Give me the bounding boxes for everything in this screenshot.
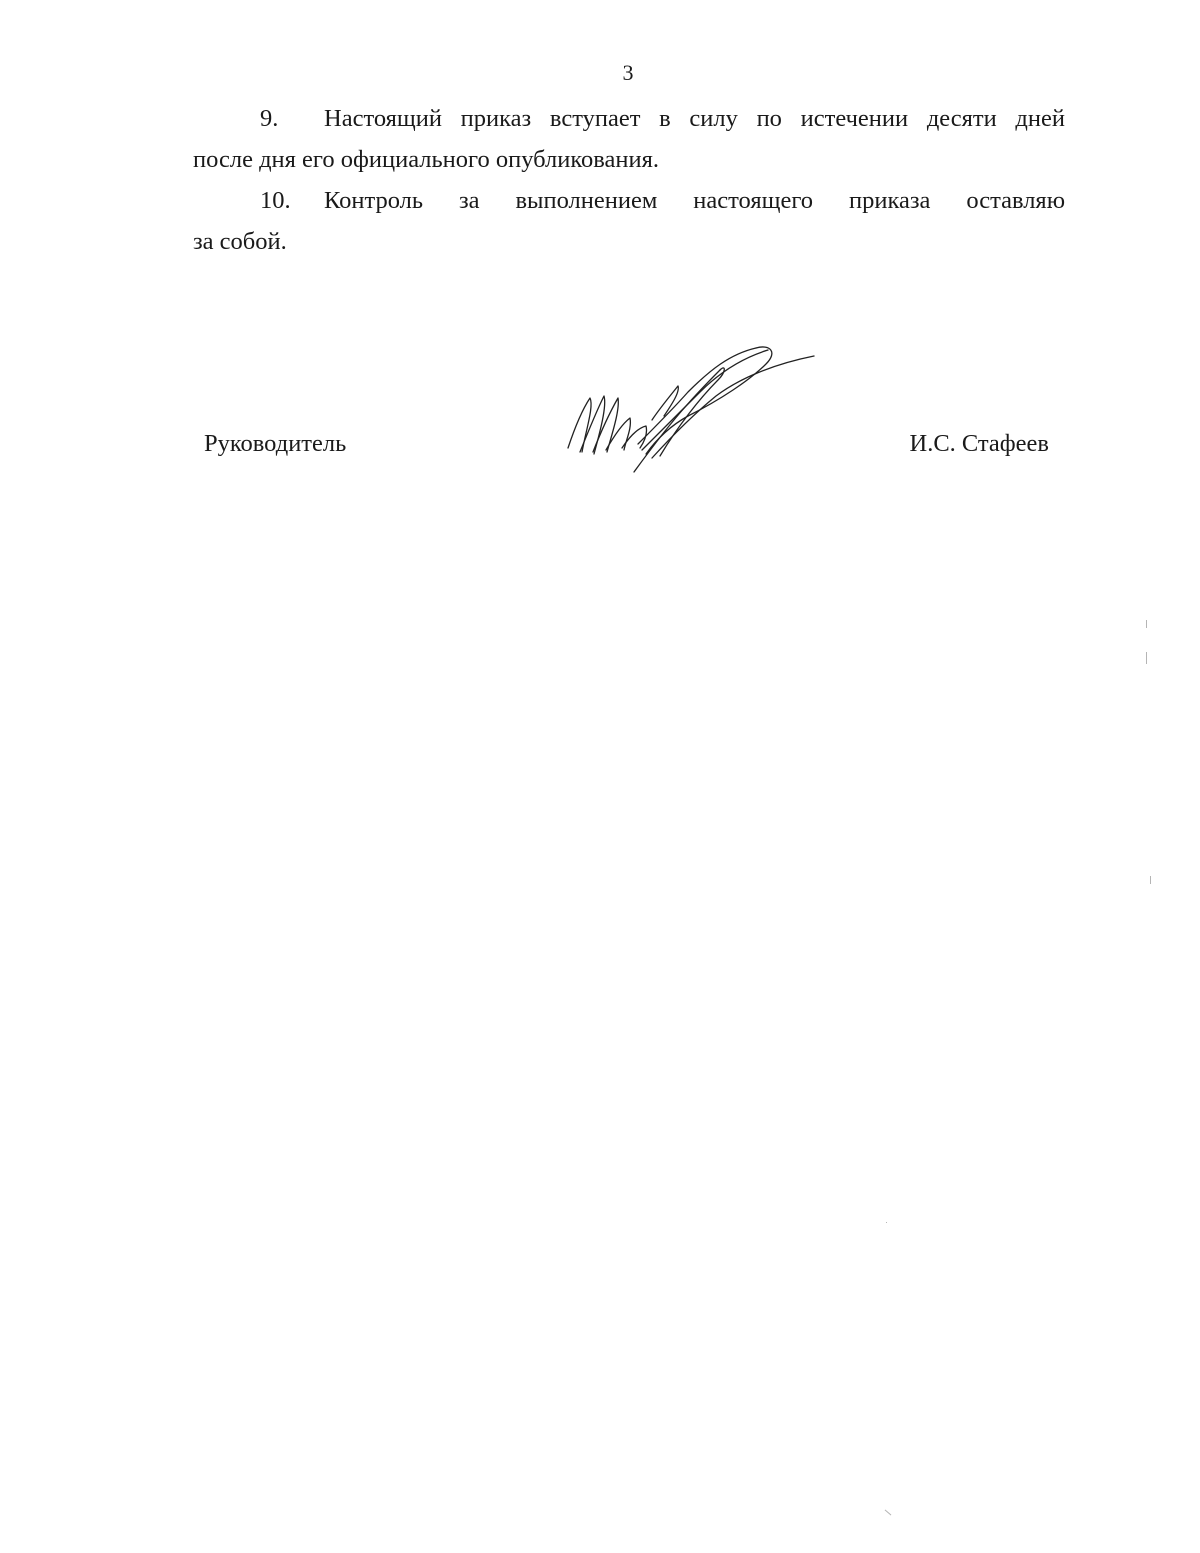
paragraph-10-first-line: [193, 180, 1065, 221]
paragraph-9-number: 9.: [260, 105, 279, 132]
paragraph-10-first-text: Контроль за выполнением настоящего приказа оставляю: [324, 187, 1065, 214]
scan-artifact: [886, 1222, 887, 1223]
scan-artifact: [1150, 876, 1151, 884]
signature-block: [0, 430, 1200, 470]
scan-artifact: [885, 1510, 892, 1516]
scan-artifact: [1146, 652, 1147, 664]
paragraph-10-rest-text: за собой.: [193, 228, 287, 255]
signatory-name: И.С. Стафеев: [909, 430, 1049, 457]
scan-artifact: [1146, 620, 1147, 628]
document-body: [193, 98, 1065, 262]
paragraph-10: [193, 180, 1065, 262]
page-number: 3: [622, 60, 634, 85]
paragraph-9-rest-text: после дня его официального опубликования.: [193, 146, 659, 173]
signatory-position: Руководитель: [204, 430, 347, 457]
paragraph-9: [193, 98, 1065, 180]
paragraph-9-first-text: Настоящий приказ вступает в силу по истечении десяти дней: [324, 105, 1065, 132]
paragraph-9-first-line: [193, 98, 1065, 139]
paragraph-10-number: 10.: [260, 187, 291, 214]
